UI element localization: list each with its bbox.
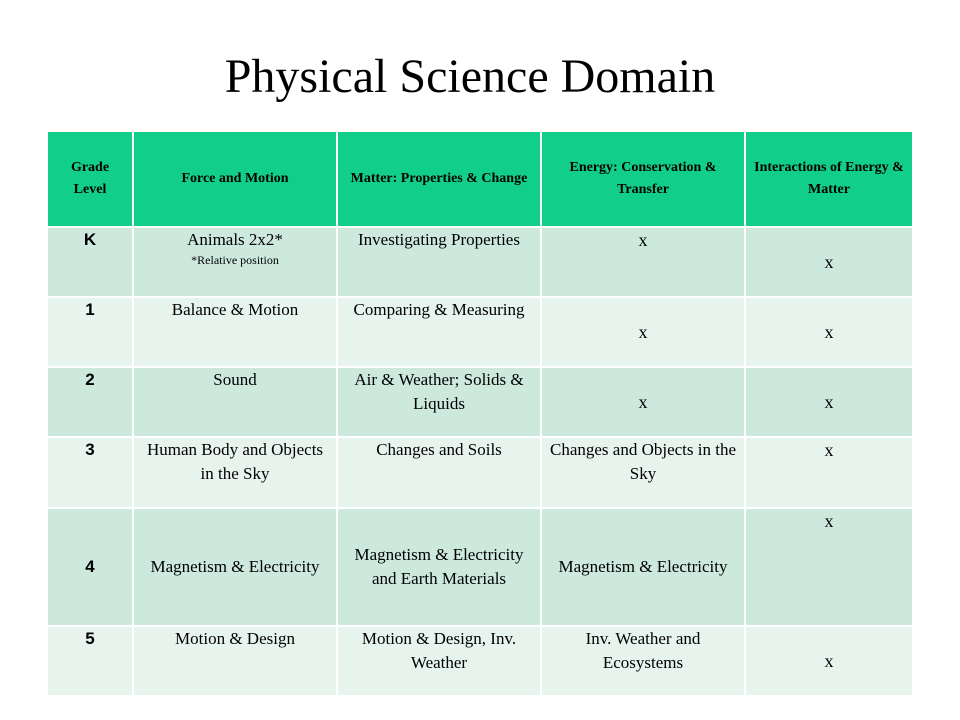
matter-cell: Motion & Design, Inv. Weather [337,626,541,696]
table-row [47,297,913,367]
matter-cell: Comparing & Measuring [337,297,541,367]
matter-cell: Air & Weather; Solids & Liquids [337,367,541,437]
force-cell: Magnetism & Electricity [133,508,337,626]
table-row [47,227,913,297]
force-cell: Human Body and Objects in the Sky [133,437,337,508]
force-cell-text: Animals 2x2* [187,230,283,249]
grade-cell: 1 [47,297,133,367]
grade-cell: 5 [47,626,133,696]
interactions-cell: x [745,297,913,367]
interactions-cell: x [745,367,913,437]
energy-cell: x [541,227,745,297]
interactions-cell: x [745,227,913,297]
table-row [47,367,913,437]
matter-cell: Magnetism & Electricity and Earth Materials [337,508,541,626]
grade-cell: 3 [47,437,133,508]
grade-cell: 2 [47,367,133,437]
domain-table [46,130,914,697]
energy-cell: Changes and Objects in the Sky [541,437,745,508]
page-title: Physical Science Domain [224,50,716,103]
force-cell-note: *Relative position [191,253,279,267]
force-cell: Balance & Motion [133,297,337,367]
interactions-cell: x [745,626,913,696]
force-cell [133,227,337,297]
table-row [47,626,913,696]
grade-cell: K [47,227,133,297]
table-row [47,437,913,508]
interactions-cell: x [745,437,913,508]
energy-cell: Magnetism & Electricity [541,508,745,626]
interactions-cell: x [745,508,913,626]
matter-cell: Investigating Properties [337,227,541,297]
matter-cell: Changes and Soils [337,437,541,508]
table-row [47,508,913,626]
header-energy: Energy: Conservation & Transfer [541,131,745,227]
energy-cell: x [541,297,745,367]
force-cell: Motion & Design [133,626,337,696]
grade-cell: 4 [47,508,133,626]
header-row [47,131,913,227]
energy-cell: x [541,367,745,437]
energy-cell: Inv. Weather and Ecosystems [541,626,745,696]
force-cell: Sound [133,367,337,437]
header-grade-level: Grade Level [47,131,133,227]
header-interactions: Interactions of Energy & Matter [745,131,913,227]
header-force-and-motion: Force and Motion [133,131,337,227]
header-matter: Matter: Properties & Change [337,131,541,227]
